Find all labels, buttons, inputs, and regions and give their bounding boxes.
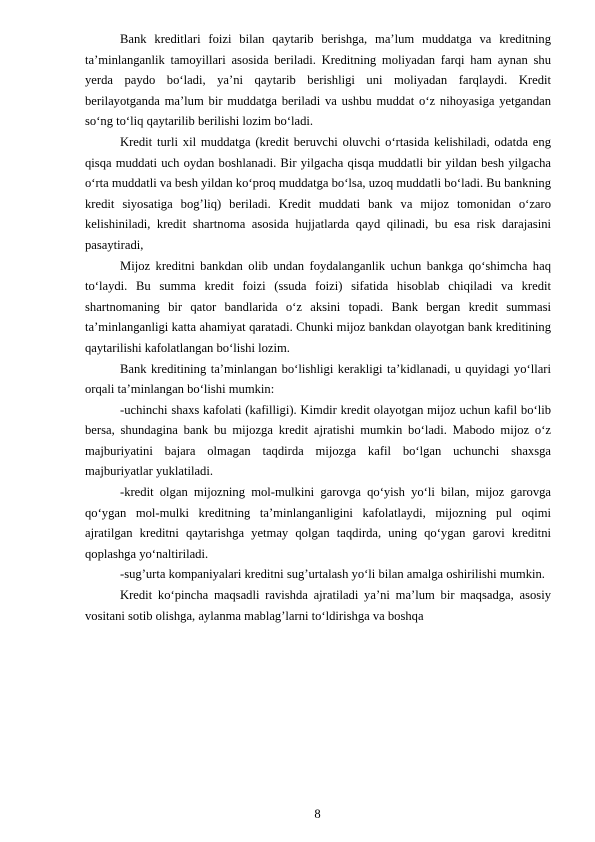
body-text xyxy=(85,29,551,626)
paragraph-1: Bank kreditlari foizi bilan qaytarib berishga, ma’lum muddatga va kreditning ta’minlanganlik tamoyillari asosida beriladi. Kreditning moliyadan farqi ham aynan shu yerda paydo bo‘ladi, ya’ni qaytarib berishligi uni moliyadan farqlaydi. Kredit berilayotganda ma’lum bir muddatga beriladi va ushbu muddat o‘z nihoyasiga yetgandan so‘ng to‘liq qaytarilib berilishi lozim bo‘ladi. xyxy=(85,32,551,129)
paragraph-7: -sug’urta kompaniyalari kreditni sug’urtalash yo‘li bilan amalga oshirilishi mumkin. xyxy=(120,567,545,582)
paragraph-2: Kredit turli xil muddatga (kredit beruvchi oluvchi o‘rtasida kelishiladi, odatda eng qisqa muddati uch oydan boshlanadi. Bir yilgacha qisqa muddatli bir yildan besh yilgacha o‘rta muddatli va besh yildan ko‘proq muddatga bo‘lsa, uzoq muddatli bo‘ladi. Bu bankning kredit siyosatiga bog’liq) beriladi. Kredit muddati bank va mijoz tomonidan o‘zaro kelishiniladi, kredit shartnoma asosida hujjatlarda qayd qilinadi, bu esa risk darajasini pasaytiradi, xyxy=(85,134,551,252)
paragraph-4: Bank kreditining ta’minlangan bo‘lishligi kerakligi ta’kidlanadi, u quyidagi yo‘llari orqali ta’minlangan bo‘lishi mumkin: xyxy=(85,361,551,397)
paragraph-8: Kredit ko‘pincha maqsadli ravishda ajratiladi ya’ni ma’lum bir maqsadga, asosiy vositani sotib olishga, aylanma mablag’larni to‘ldirishga va boshqa xyxy=(85,588,551,623)
paragraph-3: Mijoz kreditni bankdan olib undan foydalanganlik uchun bankga qo‘shimcha haq to‘laydi. Bu summa kredit foizi (ssuda foizi) sifatida hisoblab chiqiladi va kredit shartnomaning bir qator bandlarida o‘z aksini topadi. Bank bergan kredit summasi ta’minlanganligi katta ahamiyat qaratadi. Chunki mijoz bankdan olayotgan bank kreditining qaytarilishi kafolatlangan bo‘lishi lozim. xyxy=(85,258,551,355)
page-number: 8 xyxy=(314,807,321,821)
paragraph-5: -uchinchi shaxs kafolati (kafilligi). Kimdir kredit olayotgan mijoz uchun kafil bo‘lib bersa, shundagina bank bu mijozga kredit ajratishi mumkin bo‘ladi. Mabodo mijoz o‘z majburiyatini bajara olmagan taqdirda mijozga kafil bo‘lgan uchunchi shaxsga majburiyatlar yuklatiladi. xyxy=(85,402,551,479)
paragraph-6: -kredit olgan mijozning mol-mulkini garovga qo‘yish yo‘li bilan, mijoz garovga qo‘ygan mol-mulki kreditning ta’minlanganligini kafolatlaydi, mijozning pul oqimi ajratilgan kreditni qaytarishga yetmay qolgan taqdirda, uning qo‘ygan garovi kreditni qoplashga yo‘naltiriladi. xyxy=(85,485,551,561)
